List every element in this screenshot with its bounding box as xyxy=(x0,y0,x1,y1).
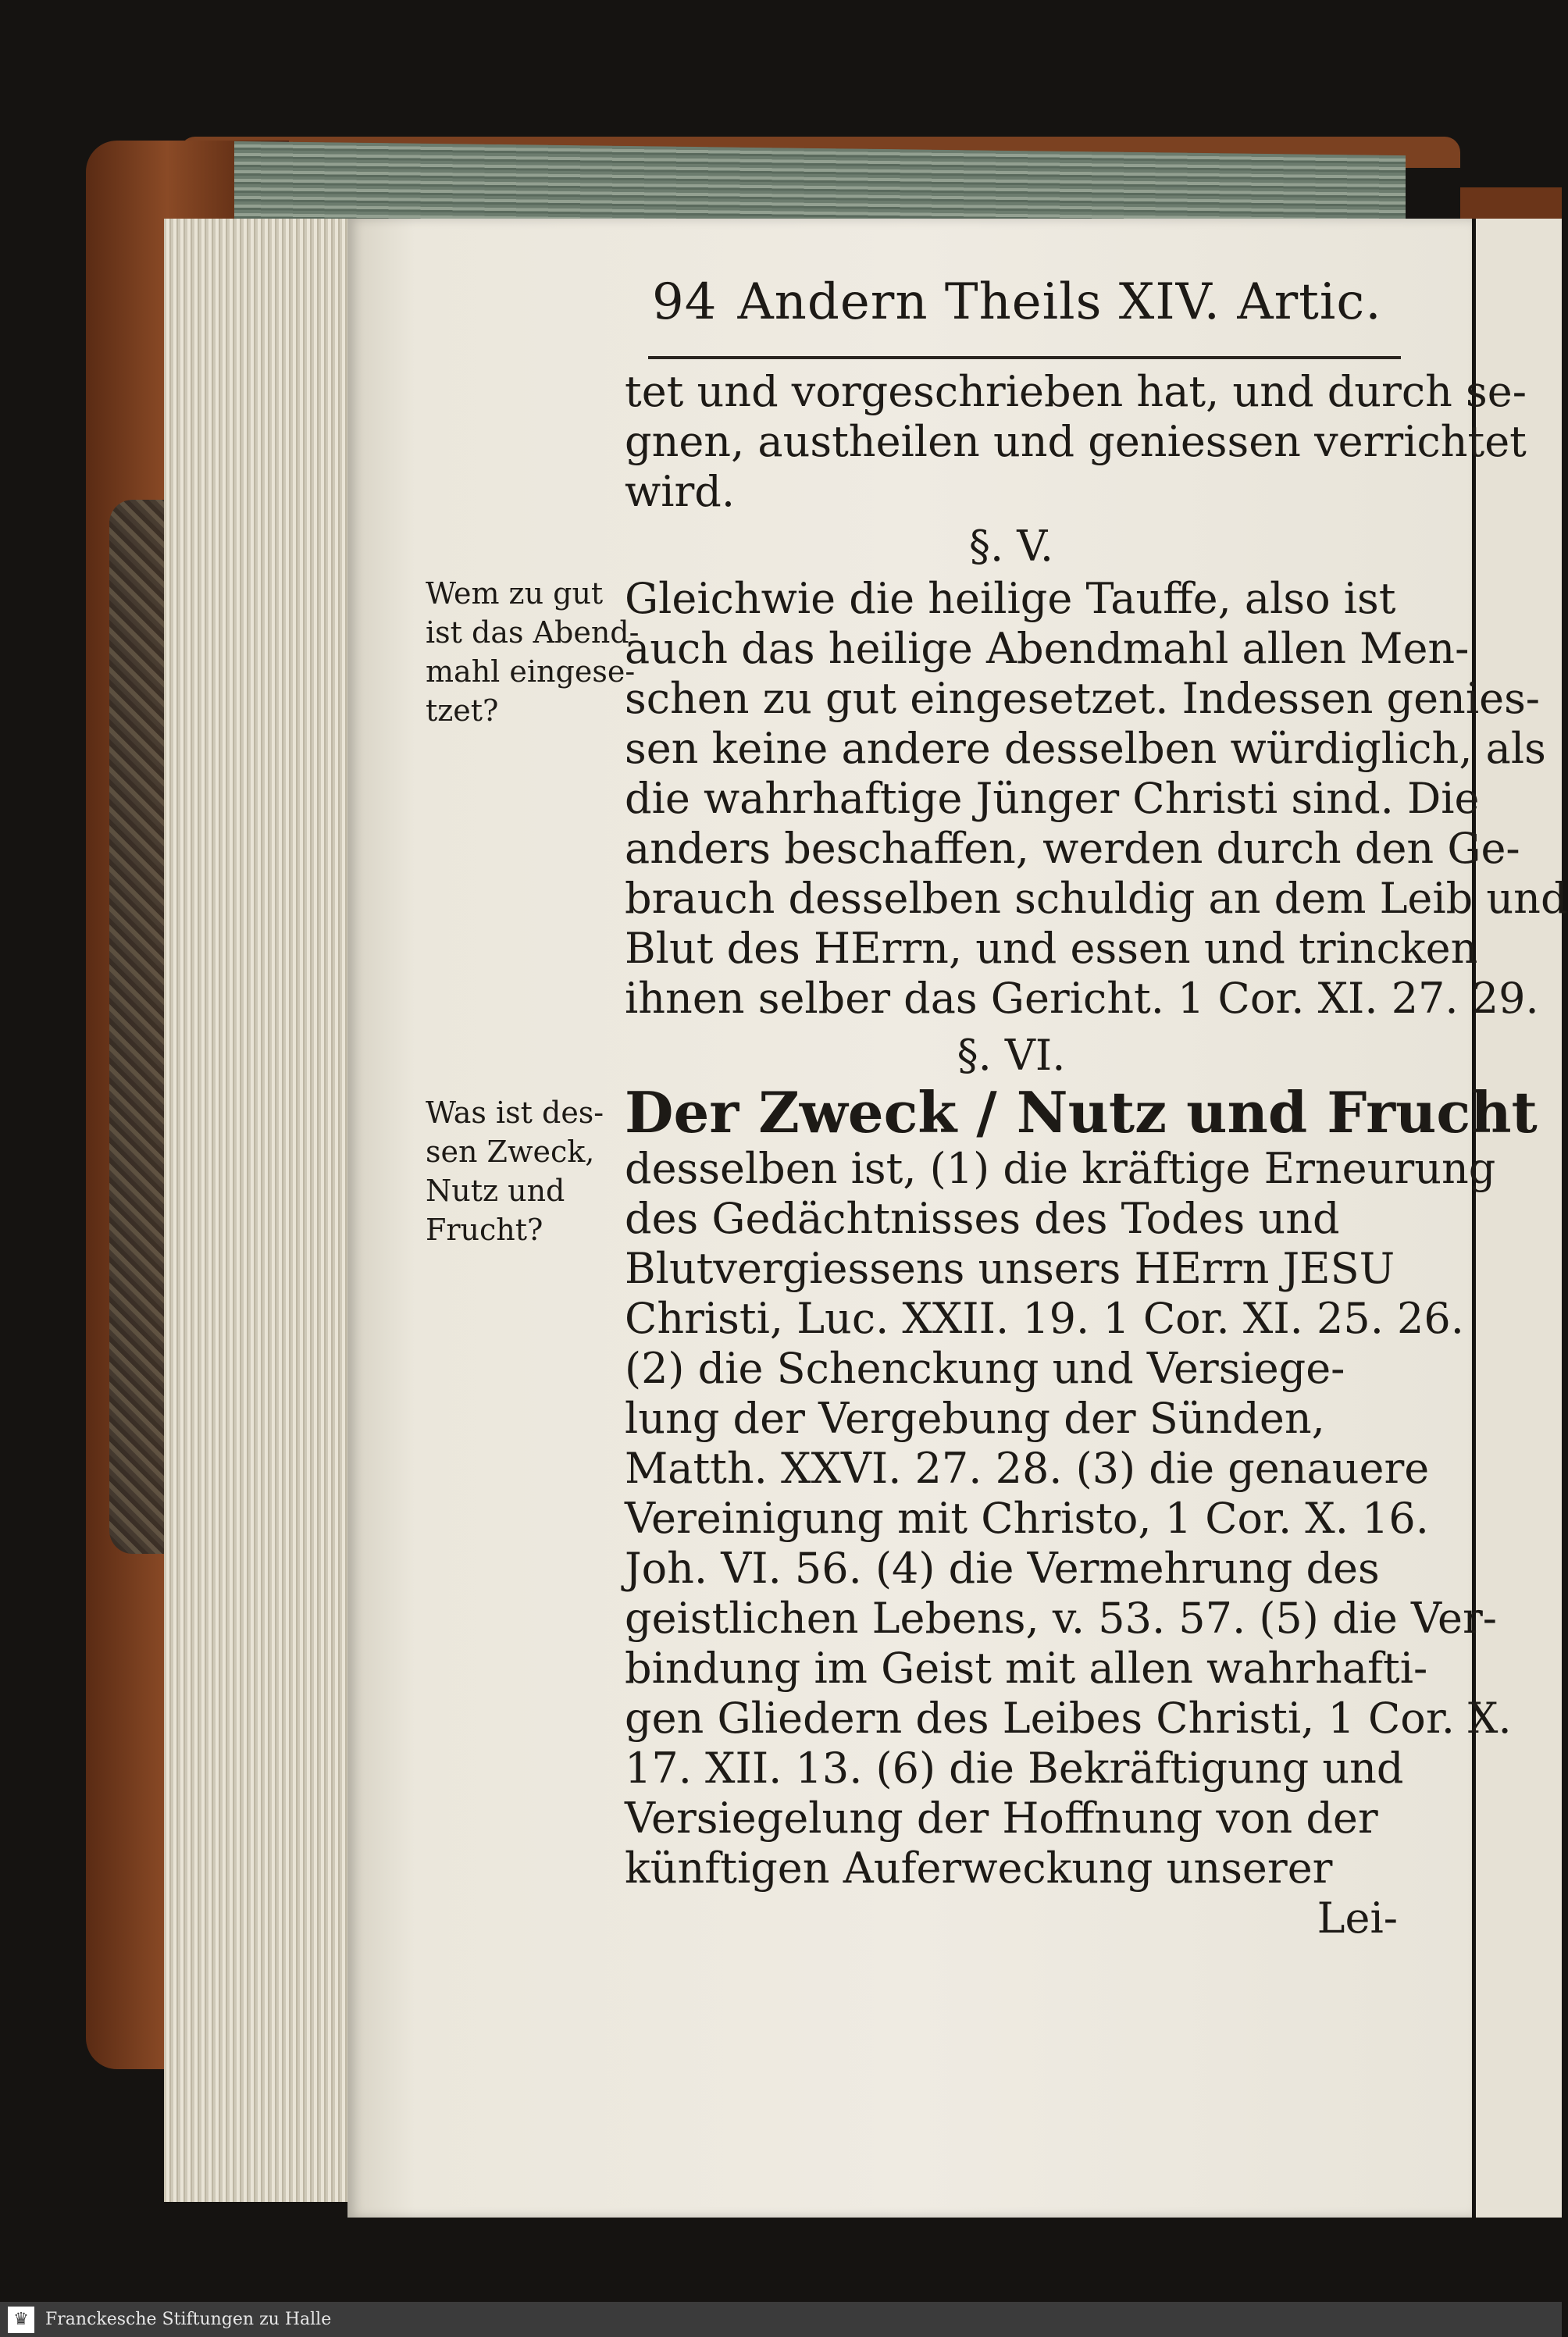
text-line: auch das heilige Abendmahl allen Men- xyxy=(625,624,1470,673)
text-line: 17. XII. 13. (6) die Bekräftigung und xyxy=(625,1744,1404,1793)
margin-note-1 xyxy=(426,574,640,730)
margin-line: mahl eingese- xyxy=(426,654,636,689)
text-line: des Gedächtnisses des Todes und xyxy=(625,1194,1340,1243)
running-title: Andern Theils XIV. Artic. xyxy=(737,273,1382,331)
text-line: gen Gliedern des Leibes Christi, 1 Cor. X. xyxy=(625,1694,1512,1743)
text-line: Vereinigung mit Christo, 1 Cor. X. 16. xyxy=(625,1494,1429,1543)
margin-line: Frucht? xyxy=(426,1213,543,1247)
section-6-text xyxy=(625,1079,1538,1943)
footer-bar xyxy=(0,2302,1562,2337)
margin-line: Was ist des- xyxy=(426,1095,604,1130)
header-rule xyxy=(648,356,1401,359)
text-line: anders beschaffen, werden durch den Ge- xyxy=(625,824,1520,873)
text-line: geistlichen Lebens, v. 53. 57. (5) die Ver- xyxy=(625,1594,1498,1643)
running-header xyxy=(652,273,1402,336)
text-line: (2) die Schenckung und Versiege- xyxy=(625,1344,1345,1393)
text-line: Matth. XXVI. 27. 28. (3) die genauere xyxy=(625,1444,1430,1493)
margin-line: tzet? xyxy=(426,693,499,728)
text-line: bindung im Geist mit allen wahrhafti- xyxy=(625,1644,1428,1693)
margin-line: Nutz und xyxy=(426,1174,565,1208)
text-line: schen zu gut eingesetzet. Indessen genies- xyxy=(625,674,1541,723)
section-lead-phrase: Der Zweck / Nutz und Frucht xyxy=(625,1079,1538,1145)
text-line: Christi, Luc. XXII. 19. 1 Cor. XI. 25. 26. xyxy=(625,1294,1464,1343)
section-heading-6: §. VI. xyxy=(957,1031,1066,1080)
margin-line: sen Zweck, xyxy=(426,1135,595,1169)
text-line: Blutvergiessens unsers HErrn JESU xyxy=(625,1244,1395,1293)
text-line: gnen, austheilen und geniessen verrichtet xyxy=(625,417,1527,466)
catchword: Lei- xyxy=(1317,1893,1398,1943)
section-heading-5: §. V. xyxy=(968,522,1054,571)
text-line: sen keine andere desselben würdiglich, als xyxy=(625,724,1546,773)
text-line: tet und vorgeschrieben hat, und durch se- xyxy=(625,367,1527,416)
text-line: die wahrhaftige Jünger Christi sind. Die xyxy=(625,774,1480,823)
margin-note-2 xyxy=(426,1093,636,1249)
text-line: künftigen Auferweckung unserer xyxy=(625,1844,1333,1893)
text-line: lung der Vergebung der Sünden, xyxy=(625,1394,1325,1443)
text-line: ihnen selber das Gericht. 1 Cor. XI. 27. 29. xyxy=(625,974,1539,1023)
page-number: 94 xyxy=(652,273,718,331)
institution-logo-icon: ♛ xyxy=(8,2307,34,2333)
main-text xyxy=(625,367,1527,517)
text-line: desselben ist, (1) die kräftige Erneurung xyxy=(625,1144,1496,1193)
text-line: wird. xyxy=(625,467,736,516)
text-line: Versiegelung der Hoffnung von der xyxy=(625,1794,1378,1843)
margin-line: ist das Abend- xyxy=(426,615,640,650)
text-line: Blut des HErrn, und essen und trincken xyxy=(625,924,1478,973)
section-5-text xyxy=(625,574,1568,1024)
text-line: Joh. VI. 56. (4) die Vermehrung des xyxy=(625,1544,1380,1593)
institution-name: Franckesche Stiftungen zu Halle xyxy=(45,2310,332,2329)
text-line: brauch desselben schuldig an dem Leib und xyxy=(625,874,1568,923)
margin-line: Wem zu gut xyxy=(426,576,604,611)
text-line: Gleichwie die heilige Tauffe, also ist xyxy=(625,574,1396,623)
